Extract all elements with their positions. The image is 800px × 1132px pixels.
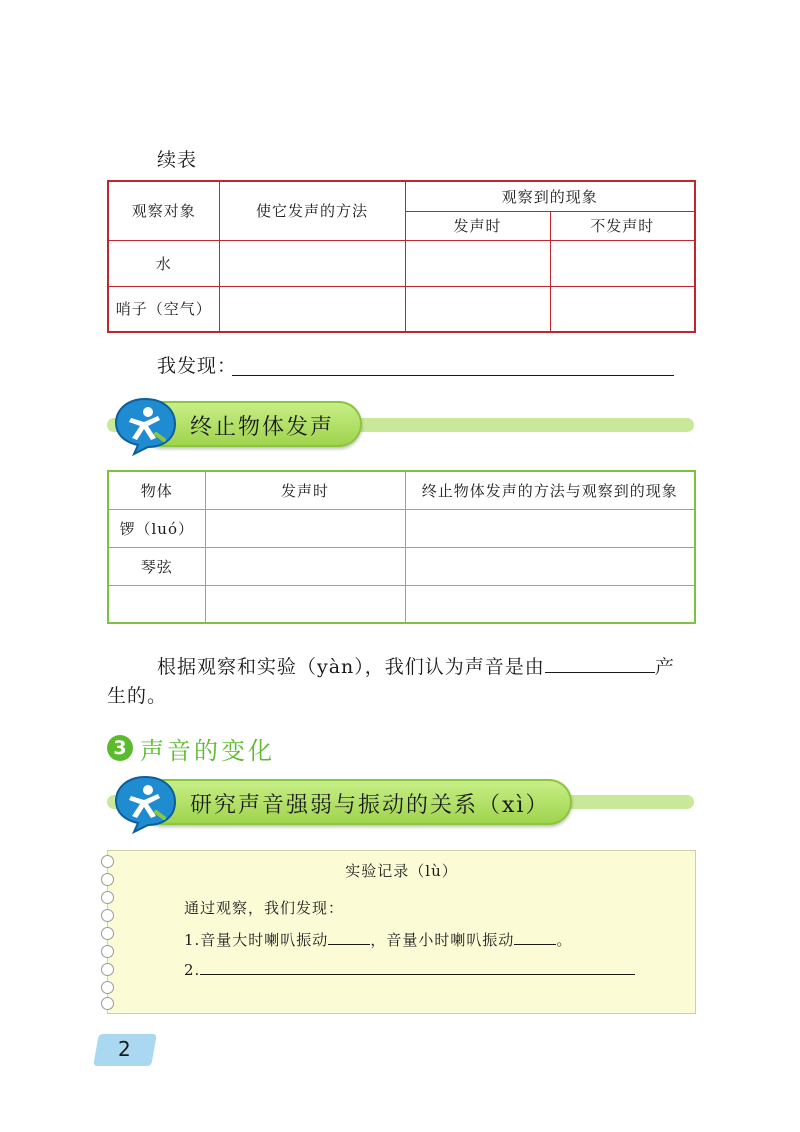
- blank-cell: [405, 286, 550, 332]
- conclusion-answer-blank: [545, 672, 655, 673]
- record-item-1-text: ，音量小时喇叭振动: [370, 931, 515, 949]
- conclusion-line-2: 生的。: [107, 685, 168, 707]
- blank-cell: [219, 286, 405, 332]
- header-observed-object: 观察对象: [108, 181, 219, 240]
- row-label: 锣（luó）: [108, 509, 205, 547]
- blank-cell: [205, 547, 405, 585]
- continued-label: 续表: [157, 149, 198, 171]
- header-sounding-method: 使它发声的方法: [219, 181, 405, 240]
- person-speech-bubble-icon: [112, 774, 178, 834]
- conclusion-text: 根据观察和实验（yàn），我们认为声音是由: [157, 656, 545, 678]
- blank-cell: [219, 240, 405, 286]
- blank-cell: [205, 585, 405, 623]
- header-when-not-sounding: 不发声时: [550, 211, 695, 240]
- notebook-ring-icon: [101, 945, 114, 958]
- experiment-record-notebook: [107, 850, 696, 1014]
- row-label: 哨子（空气）: [108, 286, 219, 332]
- record-item-1-text: 。: [556, 931, 573, 949]
- page-number: 2: [118, 1037, 131, 1061]
- answer-blank: [514, 944, 556, 945]
- banner-title: 终止物体发声: [190, 415, 335, 440]
- record-intro: 通过观察，我们发现：: [184, 899, 345, 917]
- banner-title: 研究声音强弱与振动的关系（xì）: [190, 793, 550, 818]
- section-number: 3: [107, 735, 133, 761]
- section-title: 声音的变化: [140, 737, 275, 765]
- blank-cell: [205, 509, 405, 547]
- row-label: 水: [108, 240, 219, 286]
- answer-blank: [328, 944, 370, 945]
- stop-sound-table: [107, 470, 696, 624]
- blank-cell: [550, 240, 695, 286]
- notebook-ring-icon: [101, 891, 114, 904]
- notebook-ring-icon: [101, 981, 114, 994]
- header-when-sounding: 发声时: [205, 471, 405, 509]
- header-observed-phenomena: 观察到的现象: [405, 181, 695, 211]
- table-row: [108, 240, 695, 286]
- notebook-ring-icon: [101, 963, 114, 976]
- conclusion-line-1: [157, 653, 675, 681]
- blank-cell: [405, 585, 695, 623]
- blank-cell: [405, 547, 695, 585]
- header-object: 物体: [108, 471, 205, 509]
- notebook-ring-icon: [101, 927, 114, 940]
- notebook-ring-icon: [101, 909, 114, 922]
- blank-cell: [550, 286, 695, 332]
- person-speech-bubble-icon: [112, 396, 178, 456]
- discovery-answer-line: [232, 375, 674, 376]
- record-item-1-text: 1.音量大时喇叭振动: [184, 931, 329, 949]
- record-item-2-label: 2.: [184, 961, 201, 979]
- row-label: 琴弦: [108, 547, 205, 585]
- conclusion-text-end: 产: [654, 656, 675, 678]
- blank-cell: [405, 509, 695, 547]
- answer-blank: [200, 974, 635, 975]
- table-row: [108, 547, 695, 585]
- record-title: 实验记录（lù）: [345, 862, 458, 880]
- notebook-ring-icon: [101, 997, 114, 1010]
- table-row: [108, 286, 695, 332]
- row-label: [108, 585, 205, 623]
- discovery-label: 我发现：: [157, 355, 238, 377]
- observation-table: [107, 180, 696, 333]
- record-item-2: [184, 961, 635, 979]
- table-row: [108, 509, 695, 547]
- table-row: [108, 585, 695, 623]
- record-item-1: [184, 929, 572, 950]
- header-when-sounding: 发声时: [405, 211, 550, 240]
- header-stop-method: 终止物体发声的方法与观察到的现象: [405, 471, 695, 509]
- blank-cell: [405, 240, 550, 286]
